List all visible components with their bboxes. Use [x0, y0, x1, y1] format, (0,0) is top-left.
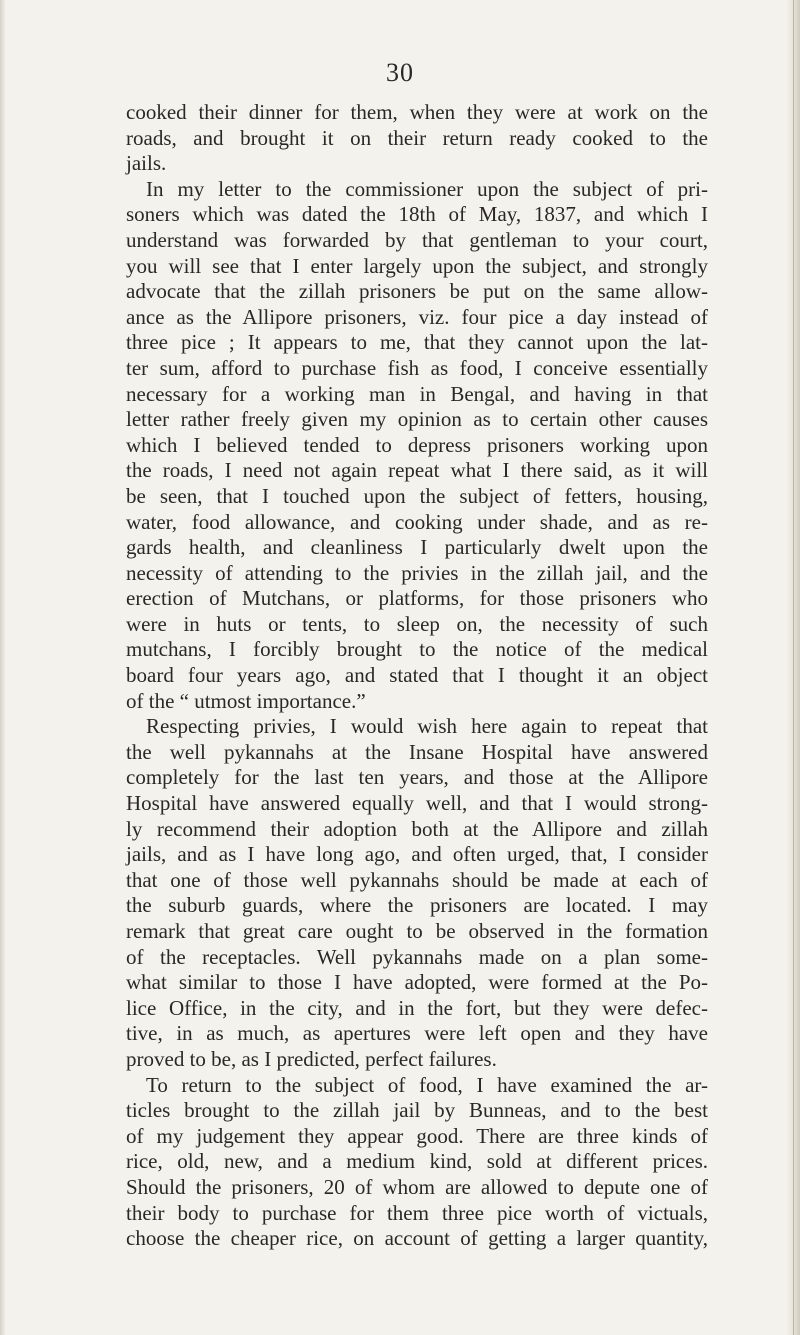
- text-line: Respecting privies, I would wish here again to repeat that: [146, 714, 708, 739]
- text-line: cooked their dinner for them, when they were at work on the: [126, 100, 708, 124]
- text-line: lice Office, in the city, and in the fort, but they were defec-: [126, 995, 708, 1020]
- text-line: water, food allowance, and cooking under shade, and as re-: [126, 509, 708, 534]
- text-line: what similar to those I have adopted, were formed at the Po-: [126, 970, 708, 995]
- text-line: necessary for a working man in Bengal, and having in that: [126, 381, 708, 406]
- text-line: their body to purchase for them three pice worth of victuals,: [126, 1200, 708, 1225]
- text-line: three pice ; It appears to me, that they cannot upon the lat-: [126, 330, 708, 355]
- text-line: board four years ago, and stated that I thought it an object: [126, 663, 708, 688]
- text-line: Should the prisoners, 20 of whom are allowed to depute one of: [126, 1174, 708, 1199]
- text-line: Hospital have answered equally well, and that I would strong-: [126, 791, 708, 816]
- text-line: jails.: [126, 151, 167, 176]
- text-line: remark that great care ought to be observed in the formation: [126, 919, 708, 943]
- text-line: that one of those well pykannahs should be made at each of: [126, 867, 708, 892]
- text-line: proved to be, as I predicted, perfect failures.: [126, 1046, 497, 1071]
- text-line: you will see that I enter largely upon the subject, and strongly: [126, 253, 708, 278]
- text-line: mutchans, I forcibly brought to the notice of the medical: [126, 637, 708, 662]
- body-text: [126, 100, 708, 1252]
- text-line: erection of Mutchans, or platforms, for those prisoners who: [126, 586, 708, 611]
- text-line: understand was forwarded by that gentleman to your court,: [126, 227, 708, 252]
- text-line: soners which was dated the 18th of May, 1837, and which I: [126, 202, 708, 227]
- text-line: letter rather freely given my opinion as to certain other causes: [126, 407, 708, 432]
- text-line: which I believed tended to depress prisoners working upon: [126, 432, 708, 457]
- text-line: of the receptacles. Well pykannahs made on a plan some-: [126, 944, 708, 969]
- text-line: ly recommend their adoption both at the Allipore and zillah: [126, 816, 708, 841]
- text-line: of the “ utmost importance.”: [126, 688, 366, 713]
- text-line: the suburb guards, where the prisoners are located. I may: [126, 893, 708, 918]
- text-line: advocate that the zillah prisoners be put on the same allow-: [126, 279, 708, 304]
- text-line: completely for the last ten years, and those at the Allipore: [126, 765, 708, 790]
- text-line: ter sum, afford to purchase fish as food, I conceive essentially: [126, 355, 708, 380]
- text-line: To return to the subject of food, I have examined the ar-: [146, 1072, 708, 1097]
- text-line: be seen, that I touched upon the subject of fetters, housing,: [126, 483, 708, 508]
- text-line: the roads, I need not again repeat what I there said, as it will: [126, 458, 708, 483]
- text-line: In my letter to the commissioner upon the subject of pri-: [146, 176, 708, 201]
- text-line: tive, in as much, as apertures were left open and they have: [126, 1021, 708, 1046]
- text-line: rice, old, new, and a medium kind, sold at different prices.: [126, 1149, 708, 1174]
- text-line: gards health, and cleanliness I particularly dwelt upon the: [126, 535, 708, 560]
- text-line: choose the cheaper rice, on account of getting a larger quantity,: [126, 1226, 708, 1251]
- text-line: ance as the Allipore prisoners, viz. four pice a day instead of: [126, 304, 708, 329]
- text-line: ticles brought to the zillah jail by Bunneas, and to the best: [126, 1098, 708, 1123]
- text-line: roads, and brought it on their return ready cooked to the: [126, 125, 708, 150]
- text-line: were in huts or tents, to sleep on, the necessity of such: [126, 611, 708, 636]
- text-line: of my judgement they appear good. There are three kinds of: [126, 1123, 708, 1148]
- page-edge-rule: [793, 0, 794, 1335]
- text-line: necessity of attending to the privies in the zillah jail, and the: [126, 560, 708, 585]
- page-number: 30: [386, 58, 414, 87]
- page-left-shadow: [0, 0, 6, 1335]
- text-line: the well pykannahs at the Insane Hospital have answered: [126, 739, 708, 764]
- text-line: jails, and as I have long ago, and often urged, that, I consider: [126, 842, 708, 867]
